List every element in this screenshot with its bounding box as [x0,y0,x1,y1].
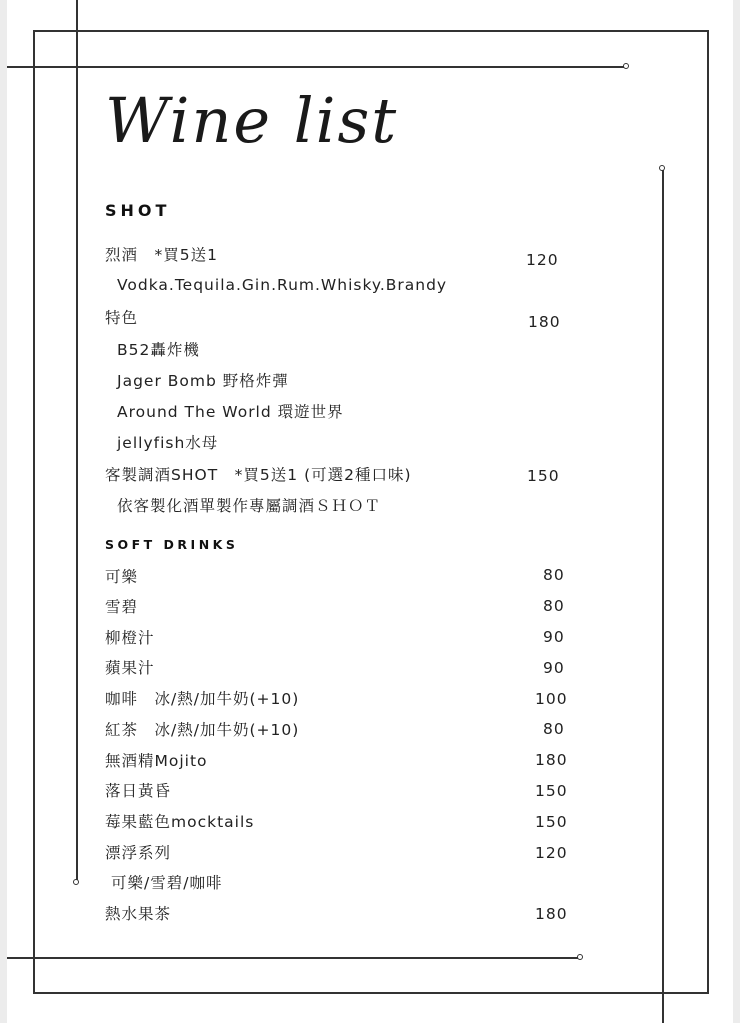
accent-dot-left [73,879,79,885]
menu-item-price: 100 [535,690,568,708]
frame-left-line [33,30,35,994]
menu-item-price: 180 [535,905,568,923]
menu-item-name: 咖啡 冰/熱/加牛奶(+10) [105,690,300,708]
frame-bottom-line [33,992,709,994]
menu-item-name: 熱水果茶 [105,905,172,923]
section-heading-shot: SHOT [105,201,171,220]
menu-item-name: 柳橙汁 [105,629,155,647]
menu-item-detail: Around The World 環遊世界 [117,403,344,421]
menu-item-price: 150 [535,782,568,800]
frame-top-line [33,30,709,32]
menu-item-name: 漂浮系列 [105,844,172,862]
menu-item-name: 客製調酒SHOT *買5送1 (可選2種口味) [105,466,412,484]
menu-item-name: 無酒精Mojito [105,752,208,770]
menu-item-detail: 依客製化酒單製作專屬調酒ＳＨＯＴ [117,497,382,515]
accent-horizontal-bottom [7,957,580,959]
accent-dot-bottom [577,954,583,960]
menu-item-price: 120 [526,251,559,269]
menu-item-detail: Vodka.Tequila.Gin.Rum.Whisky.Brandy [117,276,448,294]
accent-dot-top [623,63,629,69]
menu-item-detail: Jager Bomb 野格炸彈 [117,372,289,390]
menu-item-name: 可樂 [105,568,139,586]
menu-item-price: 80 [543,597,565,615]
section-heading-soft-drinks: SOFT DRINKS [105,537,239,552]
menu-item-name: 落日黃昏 [105,782,172,800]
accent-dot-right [659,165,665,171]
menu-item-price: 80 [543,720,565,738]
menu-item-price: 150 [535,813,568,831]
menu-item-detail: B52轟炸機 [117,341,200,359]
menu-item-price: 150 [527,467,560,485]
menu-item-price: 90 [543,628,565,646]
menu-item-price: 120 [535,844,568,862]
menu-item-price: 80 [543,566,565,584]
menu-title: Wine list [105,84,399,157]
accent-horizontal-top [7,66,626,68]
menu-item-price: 90 [543,659,565,677]
menu-item-detail: jellyfish水母 [117,434,219,452]
menu-item-name: 蘋果汁 [105,659,155,677]
menu-item-name: 特色 [105,309,139,327]
frame-right-line [707,30,709,994]
accent-vertical-left [76,0,78,882]
menu-item-name: 莓果藍色mocktails [105,813,255,831]
menu-item-detail: 可樂/雪碧/咖啡 [111,874,223,892]
menu-item-name: 紅茶 冰/熱/加牛奶(+10) [105,721,300,739]
menu-item-price: 180 [535,751,568,769]
menu-item-name: 烈酒 *買5送1 [105,246,218,264]
accent-vertical-right [662,168,664,1023]
menu-item-price: 180 [528,313,561,331]
menu-item-name: 雪碧 [105,598,139,616]
